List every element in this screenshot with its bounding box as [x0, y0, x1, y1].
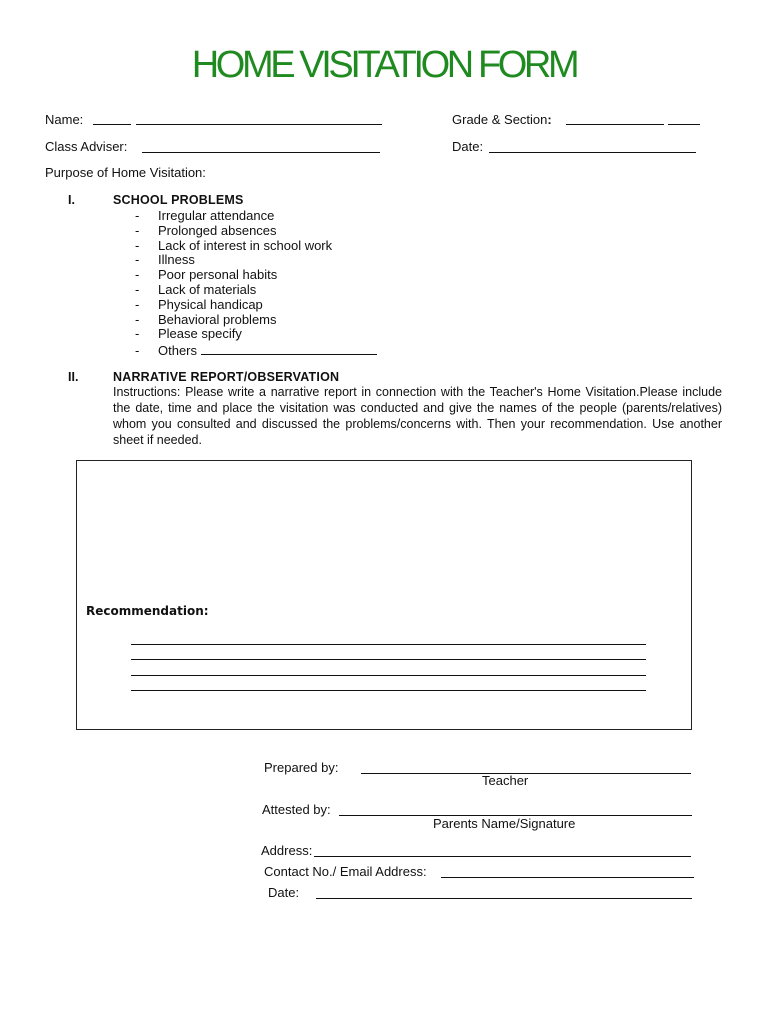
grade-field: [452, 112, 552, 127]
signature-date-line[interactable]: [316, 898, 692, 899]
adviser-line[interactable]: [142, 152, 380, 153]
date-label: Date:: [452, 139, 484, 154]
grade-colon: :: [547, 112, 552, 127]
list-item[interactable]: - Please specify: [135, 326, 242, 342]
parents-caption: Parents Name/Signature: [433, 816, 576, 831]
name-label: Name:: [45, 112, 84, 127]
list-item[interactable]: - Lack of materials: [135, 281, 257, 297]
problem-label: Others: [158, 343, 198, 359]
form-title: HOME VISITATION FORM: [191, 44, 577, 86]
adviser-field: [45, 139, 127, 154]
problem-label: Illness: [158, 252, 195, 268]
instructions-text: Instructions: Please write a narrative report in connection with the Teacher's Home Visitation.Please include the date, time and place the visitation was conducted and give the names of the people (parents/relatives) whom you consulted and discussed the problems/concerns with. Then your recommendation. Use another sheet if needed.: [113, 385, 722, 447]
problem-label: Physical handicap: [158, 296, 263, 312]
signature-date-label: Date:: [268, 885, 300, 900]
recommendation-line[interactable]: [131, 659, 646, 660]
section2-numeral: II.: [68, 370, 79, 384]
name-field: [45, 112, 83, 127]
section1-numeral: I.: [68, 193, 75, 207]
section1-title: SCHOOL PROBLEMS: [113, 193, 244, 207]
problem-label: Lack of materials: [158, 281, 257, 297]
recommendation-line[interactable]: [131, 644, 646, 645]
list-item[interactable]: - Poor personal habits: [135, 267, 278, 283]
list-item[interactable]: - Illness: [135, 252, 195, 268]
list-item[interactable]: - Lack of interest in school work: [135, 237, 333, 253]
teacher-caption: Teacher: [482, 773, 529, 788]
contact-label: Contact No./ Email Address:: [264, 864, 427, 879]
list-item[interactable]: - Behavioral problems: [135, 311, 277, 327]
address-line[interactable]: [314, 856, 691, 857]
date-line[interactable]: [489, 152, 696, 153]
list-item[interactable]: - Prolonged absences: [135, 222, 277, 238]
problem-label: Behavioral problems: [158, 311, 277, 327]
problem-label: Please specify: [158, 326, 242, 342]
list-item[interactable]: - Physical handicap: [135, 296, 263, 312]
section-line[interactable]: [668, 124, 700, 125]
name-line-short[interactable]: [93, 124, 131, 125]
section2-title: NARRATIVE REPORT/OBSERVATION: [113, 370, 340, 384]
list-item[interactable]: - Others: [135, 342, 377, 357]
problem-label: Lack of interest in school work: [158, 237, 333, 253]
recommendation-line[interactable]: [131, 675, 646, 676]
list-item[interactable]: - Irregular attendance: [135, 208, 275, 223]
problem-label: Poor personal habits: [158, 267, 278, 283]
recommendation-line[interactable]: [131, 690, 646, 691]
purpose-label: Purpose of Home Visitation:: [45, 165, 206, 180]
others-line[interactable]: [201, 342, 377, 355]
school-problems-list: [135, 209, 377, 357]
grade-line[interactable]: [566, 124, 664, 125]
problem-label: Irregular attendance: [158, 208, 275, 223]
adviser-label: Class Adviser:: [45, 139, 128, 154]
recommendation-label: Recommendation:: [86, 604, 209, 618]
prepared-by-label: Prepared by:: [264, 760, 339, 775]
contact-line[interactable]: [441, 877, 694, 878]
date-field: [452, 139, 483, 154]
problem-label: Prolonged absences: [158, 222, 277, 238]
grade-label: Grade & Section: [452, 112, 548, 127]
address-label: Address:: [261, 843, 313, 858]
attested-by-label: Attested by:: [262, 802, 331, 817]
name-line[interactable]: [136, 124, 382, 125]
